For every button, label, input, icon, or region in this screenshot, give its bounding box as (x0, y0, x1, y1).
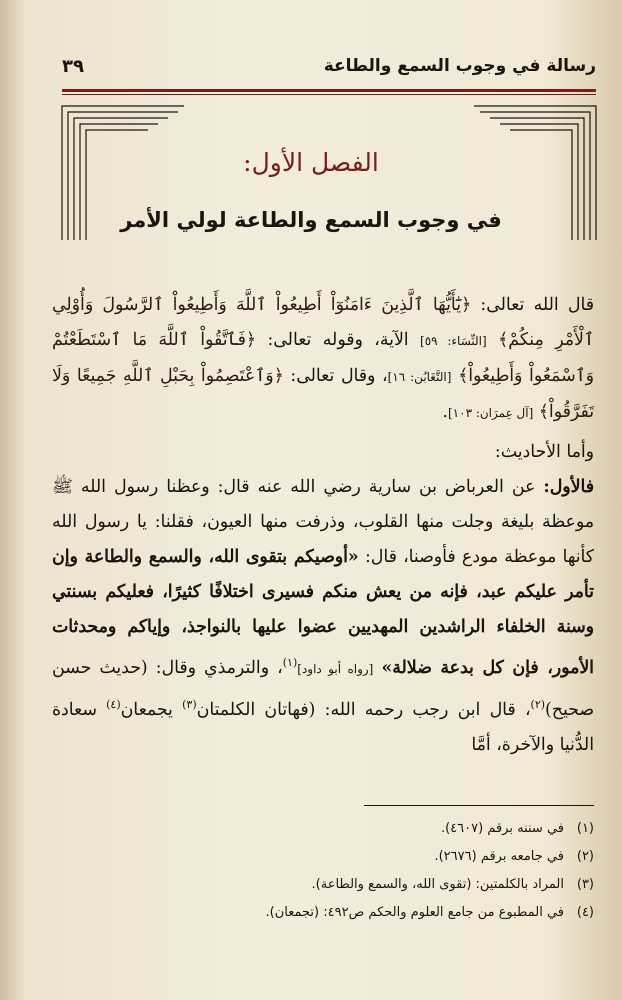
verse-1-ref: [النِّسَاء: ٥٩] (420, 334, 487, 348)
footnote-number: (٢) (576, 849, 594, 864)
footnote-number: (٣) (576, 877, 594, 892)
footnote-text: في سننه برقم (٤٦٠٧). (440, 821, 564, 836)
footnote-2 (52, 843, 594, 871)
chapter-title: الفصل الأول: (243, 148, 379, 177)
hadith-1 (52, 470, 594, 763)
footnote-ref-2[interactable]: (٢) (530, 697, 546, 711)
footnote-text: في المطبوع من جامع العلوم والحكم ص٤٩٢: (تجمعان). (265, 905, 564, 920)
hadith-1-after-1: ، والترمذي وقال: (حديث حسن صحيح) (52, 657, 594, 720)
footnote-text: في جامعه برقم (٢٦٧٦). (434, 849, 564, 864)
footnote-number: (٤) (576, 905, 594, 920)
verses-end: . (442, 402, 448, 422)
header-rule-thin (62, 94, 596, 95)
footnote-ref-1[interactable]: (١) (282, 656, 298, 669)
footnote-number: (١) (576, 821, 594, 836)
verse-2-ref: [التَّغَابُن: ١٦] (387, 370, 452, 384)
footnote-3 (52, 871, 594, 899)
footnote-ref-4[interactable]: (٤) (106, 697, 121, 711)
verses-paragraph (52, 288, 594, 431)
hadith-1-quote: «أوصيكم بتقوى الله، والسمع والطاعة وإن تأمر عليكم عبد، فإنه من يعش منكم فسيرى اختلافًا كثيرًا، فعليكم بسنتي وسنة الخلفاء الراشدين المهديين عضوا عليها بالنواجذ، وإياكم ومحدثات الأمور، فإن كل بدعة ضلالة» (52, 547, 594, 678)
footnote-1 (52, 815, 594, 843)
page-number: ٣٩ (62, 56, 84, 77)
running-title: رسالة في وجوب السمع والطاعة (323, 56, 596, 76)
running-header (62, 44, 596, 84)
footnote-text: المراد بالكلمتين: (تقوى الله، والسمع والطاعة). (311, 877, 564, 892)
header-rule (62, 89, 596, 92)
ahadith-heading: وأما الأحاديث: (494, 442, 594, 462)
chapter-subtitle: في وجوب السمع والطاعة لولي الأمر (120, 208, 502, 232)
verses-mid-1: الآية، وقوله تعالى: (256, 330, 421, 350)
footnote-ref-3[interactable]: (٣) (182, 697, 197, 711)
hadith-1-intro: عن العرباض بن سارية رضي الله عنه قال: وعظنا رسول الله ﷺ موعظة بليغة وجلت منها القلوب، وذرفت منها العيون، فقلنا: يا رسول الله كأنها موعظة مودع فأوصنا، قال: (52, 477, 594, 567)
hadith-1-lead: فالأول: (543, 477, 594, 497)
verse-3-ref: [آل عِمرَان: ١٠٣] (447, 406, 534, 420)
verses-intro: قال الله تعالى: (471, 295, 594, 315)
main-text (52, 288, 594, 763)
verse-1: ﴿يَٰٓأَيُّهَا ٱلَّذِينَ ءَامَنُوٓاْ أَطِيعُواْ ٱللَّهَ وَأَطِيعُواْ ٱلرَّسُولَ وَأُوْلِي ٱلْأَمْرِ مِنكُمْ﴾ (52, 295, 594, 350)
footnote-separator (364, 805, 594, 806)
footnotes (52, 815, 594, 927)
hadith-1-after-2: ، قال ابن رجب رحمه الله: (فهاتان الكلمتان (196, 699, 531, 720)
hadith-1-ref: [رواه أبو داود] (297, 661, 374, 676)
verse-3: ﴿وَٱعْتَصِمُواْ بِحَبْلِ ٱللَّهِ جَمِيعًا وَلَا تَفَرَّقُواْ﴾ (52, 366, 594, 422)
verse-2: ﴿فَٱتَّقُواْ ٱللَّهَ مَا ٱسْتَطَعْتُمْ وَٱسْمَعُواْ وَأَطِيعُواْ﴾ (52, 330, 595, 386)
footnote-4 (52, 899, 594, 927)
verses-mid-2: ، وقال تعالى: (283, 366, 388, 386)
hadith-1-after-4: سعادة الدُّنيا والآخرة، أمَّا (52, 699, 594, 755)
hadith-1-after-3: يجمعان (120, 699, 183, 720)
